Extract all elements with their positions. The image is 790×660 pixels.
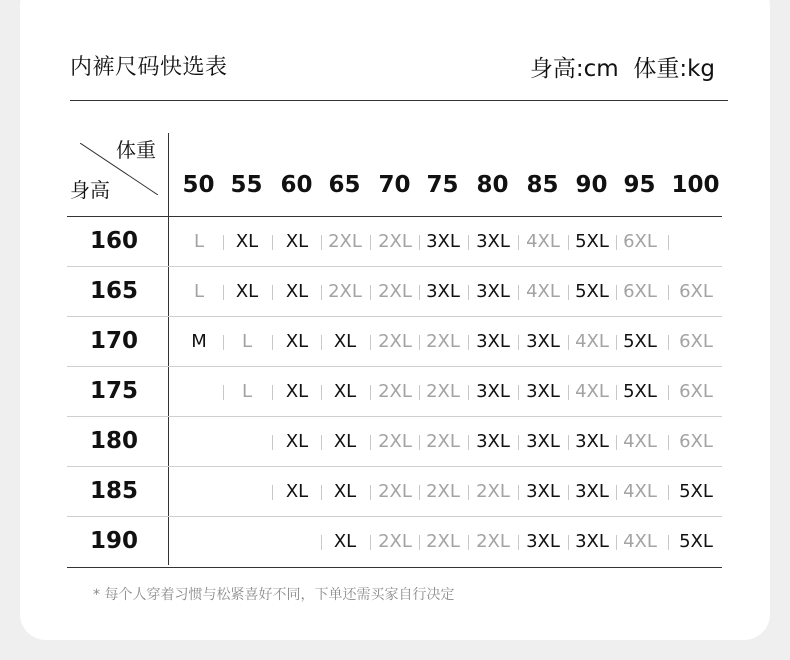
- size-cell: 3XL: [476, 381, 510, 402]
- weight-header: 75: [426, 172, 459, 198]
- size-cell: XL: [285, 381, 309, 402]
- size-cell: L: [241, 381, 253, 402]
- size-cell: 5XL: [679, 531, 713, 552]
- cell-separator: [668, 335, 669, 350]
- size-cell: 2XL: [426, 481, 460, 502]
- row-divider: [67, 416, 722, 417]
- height-label: 180: [89, 428, 138, 454]
- size-cell: L: [193, 281, 205, 302]
- header-divider: [67, 216, 722, 217]
- weight-header: 70: [378, 172, 411, 198]
- size-cell: 6XL: [679, 431, 713, 452]
- corner-weight-label: 体重: [116, 138, 156, 162]
- size-cell: 5XL: [575, 281, 609, 302]
- size-cell: 6XL: [679, 281, 713, 302]
- size-cell: 2XL: [378, 231, 412, 252]
- size-cell: XL: [333, 531, 357, 552]
- size-cell: 5XL: [623, 381, 657, 402]
- size-cell: 5XL: [623, 331, 657, 352]
- table-bottom-rule: [67, 567, 722, 568]
- size-cell: XL: [333, 331, 357, 352]
- weight-header: 60: [280, 172, 313, 198]
- size-cell: 3XL: [575, 481, 609, 502]
- size-cell: 3XL: [526, 381, 560, 402]
- weight-header: 55: [230, 172, 263, 198]
- corner-diagonal-line: [80, 143, 160, 195]
- size-cell: 2XL: [426, 381, 460, 402]
- weight-header: 50: [182, 172, 215, 198]
- size-cell: XL: [285, 281, 309, 302]
- size-cell: 3XL: [526, 481, 560, 502]
- size-cell: 5XL: [679, 481, 713, 502]
- size-cell: XL: [285, 481, 309, 502]
- size-cell: 6XL: [679, 381, 713, 402]
- size-cell: 3XL: [526, 531, 560, 552]
- title-divider: [70, 100, 728, 101]
- size-cell: L: [241, 331, 253, 352]
- size-cell: 3XL: [526, 431, 560, 452]
- height-label: 170: [89, 328, 138, 354]
- size-cell: XL: [285, 431, 309, 452]
- weight-header: 95: [623, 172, 656, 198]
- size-cell: 2XL: [426, 331, 460, 352]
- size-cell: 3XL: [476, 281, 510, 302]
- size-cell: 3XL: [526, 331, 560, 352]
- units-label: 身高:cm 体重:kg: [529, 56, 715, 82]
- size-cell: 2XL: [426, 531, 460, 552]
- size-cell: XL: [285, 231, 309, 252]
- height-label: 185: [89, 478, 138, 504]
- size-cell: 2XL: [378, 381, 412, 402]
- size-cell: XL: [235, 231, 259, 252]
- size-cell: XL: [235, 281, 259, 302]
- size-cell: 3XL: [426, 231, 460, 252]
- chart-title: 内裤尺码快选表: [70, 55, 228, 80]
- weight-header: 85: [526, 172, 559, 198]
- footnote: * 每个人穿着习惯与松紧喜好不同，下单还需买家自行决定: [93, 587, 455, 603]
- height-label: 175: [89, 378, 138, 404]
- size-cell: 4XL: [575, 331, 609, 352]
- weight-header: 90: [575, 172, 608, 198]
- size-cell: XL: [333, 381, 357, 402]
- cell-separator: [668, 485, 669, 500]
- size-cell: 2XL: [476, 481, 510, 502]
- size-cell: 2XL: [476, 531, 510, 552]
- size-cell: 2XL: [378, 431, 412, 452]
- row-divider: [67, 316, 722, 317]
- size-cell: 2XL: [378, 281, 412, 302]
- header-column-divider: [168, 133, 169, 565]
- size-cell: 3XL: [476, 431, 510, 452]
- cell-separator: [668, 285, 669, 300]
- size-cell: 2XL: [426, 431, 460, 452]
- size-cell: 3XL: [476, 231, 510, 252]
- size-cell: 5XL: [575, 231, 609, 252]
- size-cell: 4XL: [623, 481, 657, 502]
- size-cell: 4XL: [526, 231, 560, 252]
- size-cell: 2XL: [328, 281, 362, 302]
- size-cell: 3XL: [575, 431, 609, 452]
- cell-separator: [668, 435, 669, 450]
- row-divider: [67, 366, 722, 367]
- weight-header: 65: [328, 172, 361, 198]
- size-cell: 2XL: [378, 331, 412, 352]
- weight-header: 80: [476, 172, 509, 198]
- size-cell: 3XL: [426, 281, 460, 302]
- size-cell: 3XL: [476, 331, 510, 352]
- height-label: 165: [89, 278, 138, 304]
- weight-header: 100: [671, 172, 720, 198]
- size-cell: 2XL: [328, 231, 362, 252]
- size-cell: 6XL: [623, 231, 657, 252]
- row-divider: [67, 466, 722, 467]
- row-divider: [67, 266, 722, 267]
- size-cell: 2XL: [378, 481, 412, 502]
- size-cell: XL: [333, 431, 357, 452]
- cell-separator: [668, 385, 669, 400]
- size-cell: 6XL: [679, 331, 713, 352]
- size-cell: XL: [285, 331, 309, 352]
- cell-separator: [668, 235, 669, 250]
- size-cell: M: [191, 331, 207, 352]
- size-cell: 4XL: [575, 381, 609, 402]
- size-cell: L: [193, 231, 205, 252]
- size-cell: 4XL: [623, 531, 657, 552]
- row-divider: [67, 516, 722, 517]
- size-cell: 2XL: [378, 531, 412, 552]
- corner-height-label: 身高: [70, 178, 110, 202]
- size-cell: XL: [333, 481, 357, 502]
- height-label: 160: [89, 228, 138, 254]
- cell-separator: [668, 535, 669, 550]
- size-cell: 4XL: [623, 431, 657, 452]
- size-cell: 6XL: [623, 281, 657, 302]
- height-label: 190: [89, 528, 138, 554]
- size-cell: 4XL: [526, 281, 560, 302]
- size-cell: 3XL: [575, 531, 609, 552]
